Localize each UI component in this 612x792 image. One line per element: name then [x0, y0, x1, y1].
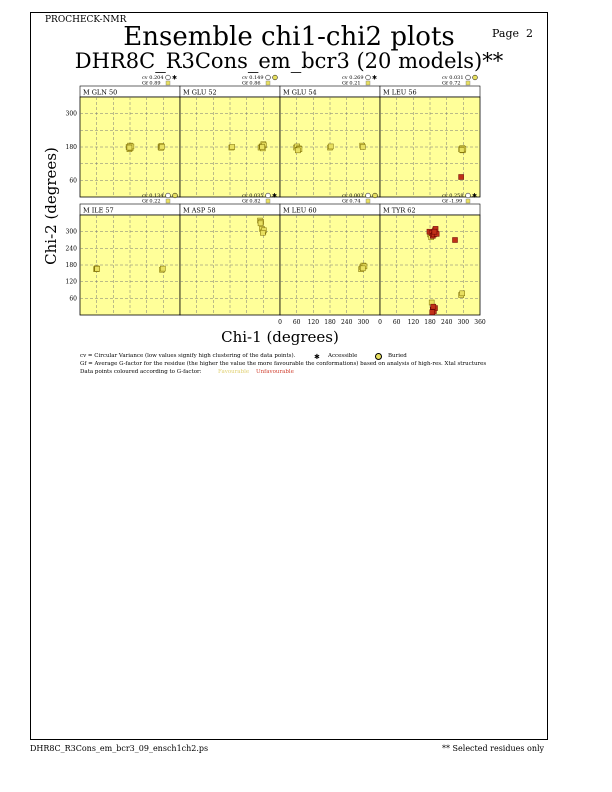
residue-label: M LEU 60 — [283, 206, 317, 215]
legend-favourable-label: Favourable — [218, 369, 250, 375]
footer-note: ** Selected residues only — [442, 744, 545, 753]
gf-value: Gf 0.86 — [242, 80, 261, 87]
clock-icon — [166, 193, 171, 198]
page-number: 2 — [526, 27, 534, 40]
clock-icon — [266, 75, 271, 80]
gf-colour-swatch — [266, 199, 270, 203]
gf-value: Gf -1.99 — [442, 198, 463, 205]
residue-label: M LEU 56 — [383, 88, 417, 97]
data-point-favourable — [460, 291, 465, 296]
x-tick-label: 60 — [292, 319, 301, 326]
legend-cv-line: cv = Circular Variance (low values signify high clustering of the data points). — [80, 353, 296, 359]
data-point-favourable — [160, 266, 165, 271]
legend-buried-label: Buried — [388, 353, 407, 359]
clock-icon — [466, 75, 471, 80]
legend-unfavourable-label: Unfavourable — [256, 369, 294, 375]
y-tick-label: 180 — [65, 262, 77, 269]
page-label: Page — [492, 27, 520, 40]
clock-icon — [466, 193, 471, 198]
data-point-unfavourable — [430, 310, 435, 315]
cv-value: cv 0.003 — [342, 193, 364, 199]
residue-label: M TYR 62 — [383, 206, 416, 215]
x-axis-label: Chi-1 (degrees) — [221, 328, 339, 346]
data-point-favourable — [260, 145, 265, 150]
cv-value: cv 0.149 — [242, 75, 264, 81]
x-tick-label: 240 — [340, 319, 353, 326]
x-tick-label: 300 — [357, 319, 370, 326]
x-tick-label: 0 — [278, 319, 282, 326]
gf-colour-swatch — [466, 199, 470, 203]
data-point-favourable — [260, 230, 265, 235]
gf-colour-swatch — [466, 81, 470, 85]
gf-colour-swatch — [366, 81, 370, 85]
data-point-unfavourable — [432, 229, 437, 234]
y-tick-label: 60 — [69, 177, 77, 185]
x-tick-label: 0 — [378, 319, 382, 326]
residue-label: M ASP 58 — [183, 206, 216, 215]
data-point-favourable — [159, 144, 164, 149]
x-tick-label: 180 — [424, 319, 436, 326]
legend-colour-line: Data points coloured according to G-factor: — [80, 369, 202, 375]
y-tick-label: 300 — [65, 228, 77, 236]
cv-value: cv 0.269 — [342, 75, 364, 81]
gf-value: Gf 0.21 — [342, 80, 361, 87]
gf-colour-swatch — [266, 81, 270, 85]
x-tick-label: 180 — [324, 319, 336, 326]
clock-icon — [266, 193, 271, 198]
data-point-favourable — [360, 266, 365, 271]
y-tick-label: 60 — [69, 295, 77, 303]
data-point-favourable — [127, 145, 132, 150]
x-tick-label: 240 — [440, 319, 453, 326]
residue-label: M GLU 52 — [183, 88, 217, 97]
residue-label: M GLU 54 — [283, 88, 317, 97]
data-point-favourable — [95, 266, 100, 271]
x-tick-label: 120 — [407, 319, 420, 326]
data-point-favourable — [258, 221, 263, 226]
accessible-icon: ✱ — [272, 192, 278, 200]
cv-value: cv 0.258 — [442, 193, 464, 199]
clock-icon — [166, 75, 171, 80]
buried-icon — [373, 193, 378, 198]
gf-value: Gf 0.22 — [142, 198, 161, 205]
data-point-favourable — [230, 145, 235, 150]
x-tick-label: 120 — [307, 319, 320, 326]
gf-value: Gf 0.74 — [342, 198, 361, 205]
clock-icon — [366, 75, 371, 80]
data-point-unfavourable — [459, 175, 464, 180]
page-title: Ensemble chi1-chi2 plots — [123, 22, 455, 52]
buried-icon — [473, 75, 478, 80]
y-axis-label: Chi-2 (degrees) — [42, 147, 60, 265]
gf-value: Gf 0.89 — [142, 80, 161, 87]
residue-label: M ILE 57 — [83, 206, 114, 215]
accessible-icon: ✱ — [472, 192, 478, 200]
y-tick-label: 240 — [65, 245, 77, 253]
data-point-favourable — [360, 145, 365, 150]
cv-value: cv 0.035 — [242, 193, 264, 199]
y-tick-label: 300 — [65, 110, 77, 118]
buried-icon — [173, 193, 178, 198]
legend-accessible-label: Accessible — [328, 353, 358, 359]
x-tick-label: 300 — [457, 319, 470, 326]
y-tick-label: 120 — [65, 278, 77, 286]
legend-gf-line: Gf = Average G-factor for the residue (the higher the value the more favourable the conformations) based on analysis of high-res. Xtal structures — [80, 361, 487, 367]
x-tick-label: 60 — [392, 319, 401, 326]
clock-icon — [366, 193, 371, 198]
data-point-unfavourable — [431, 304, 436, 309]
data-point-favourable — [328, 144, 333, 149]
gf-colour-swatch — [166, 199, 170, 203]
x-tick-label: 360 — [474, 319, 486, 326]
gf-value: Gf 0.72 — [442, 80, 461, 87]
cv-value: cv 0.204 — [142, 75, 164, 81]
accessible-icon: ✱ — [372, 74, 378, 82]
cv-value: cv 0.134 — [142, 193, 164, 199]
accessible-icon: ✱ — [172, 74, 178, 82]
data-point-favourable — [295, 148, 300, 153]
data-point-favourable — [459, 147, 464, 152]
residue-label: M GLN 50 — [83, 88, 118, 97]
data-point-unfavourable — [453, 238, 458, 243]
gf-value: Gf 0.82 — [242, 198, 261, 205]
gf-colour-swatch — [166, 81, 170, 85]
page-subtitle: DHR8C_R3Cons_em_bcr3 (20 models)** — [74, 49, 504, 73]
program-name: PROCHECK-NMR — [45, 15, 127, 25]
cv-value: cv 0.031 — [442, 75, 464, 81]
footer-filename: DHR8C_R3Cons_em_bcr3_09_ensch1ch2.ps — [30, 744, 209, 753]
legend-accessible-icon: ✱ — [314, 353, 320, 361]
gf-colour-swatch — [366, 199, 370, 203]
buried-icon — [273, 75, 278, 80]
y-tick-label: 180 — [65, 144, 77, 151]
